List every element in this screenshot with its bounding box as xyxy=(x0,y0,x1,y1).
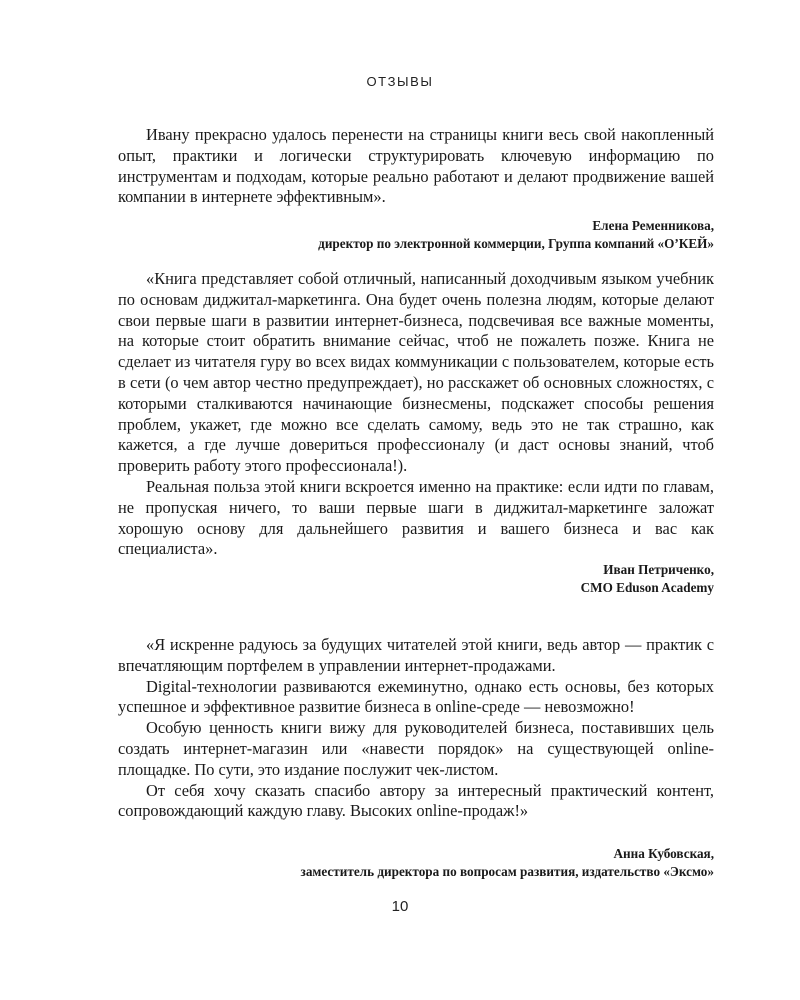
review-paragraph: «Книга представляет собой отличный, написанный доходчивым языком учебник по основам диджитал-маркетинга. Она будет очень полезна людям, которые делают свои первые шаги в развитии интернет-бизнеса, подсвечивая все важные моменты, на которые стоит обратить внимание сейчас, чтоб не пожалеть позже. Книга не сделает из читателя гуру во всех видах коммуникации с пользователем, которые есть в сети (о чем автор честно предупреждает), но расскажет об основных сложностях, с которыми сталкиваются начинающие бизнесмены, подскажет способы решения проблем, укажет, где можно все сделать самому, ведь это не так страшно, как кажется, а где лучше довериться профессионалу (и даст основы знаний, чтоб проверить работу этого профессионала!). xyxy=(118,269,714,476)
review-paragraph: Особую ценность книги вижу для руководителей бизнеса, поставивших цель создать интернет-магазин или «навести порядок» на существующей online-площадке. По сути, это издание послужит чек-листом. xyxy=(118,718,714,779)
review-paragraph: Ивану прекрасно удалось перенести на страницы книги весь свой накопленный опыт, практики и логически структурировать ключевую информацию по инструментам и подходам, которые реально работают и делают продвижение вашей компании в интернете эффективным». xyxy=(118,125,714,207)
review-text-kubovskaya xyxy=(118,635,714,822)
review-paragraph: От себя хочу сказать спасибо автору за интересный практический контент, сопровождающий каждую главу. Высоких online-продаж!» xyxy=(118,780,714,821)
review-paragraph: Digital-технологии развиваются ежеминутно, однако есть основы, без которых успешное и эффективное развитие бизнеса в online-среде — невозможно! xyxy=(118,676,714,717)
review-text-petrichenko xyxy=(118,269,714,560)
review-paragraph: «Я искренне радуюсь за будущих читателей этой книги, ведь автор — практик с впечатляющим портфелем в управлении интернет-продажами. xyxy=(118,635,714,675)
review-author: Анна Кубовская, xyxy=(613,846,714,861)
review-author: Елена Ременникова, xyxy=(592,218,714,233)
review-author: Иван Петриченко, xyxy=(603,562,714,577)
review-paragraph: Реальная польза этой книги вскроется именно на практике: если идти по главам, не пропуская ничего, то ваши первые шаги в диджитал-маркетинге заложат хорошую основу для дальнейшего развития и вашего бизнеса и вас как специалиста». xyxy=(118,476,714,559)
review-author-role: заместитель директора по вопросам развития, издательство «Эксмо» xyxy=(300,864,714,879)
running-header: ОТЗЫВЫ xyxy=(366,74,434,89)
page-number: 10 xyxy=(391,898,409,915)
review-signature-remennikova xyxy=(118,217,714,253)
review-author-role: директор по электронной коммерции, Группа компаний «О’КЕЙ» xyxy=(318,236,714,251)
review-author-role: CMO Eduson Academy xyxy=(580,580,714,595)
review-signature-petrichenko xyxy=(118,561,714,597)
review-signature-kubovskaya xyxy=(118,845,714,881)
review-text-remennikova xyxy=(118,125,714,208)
